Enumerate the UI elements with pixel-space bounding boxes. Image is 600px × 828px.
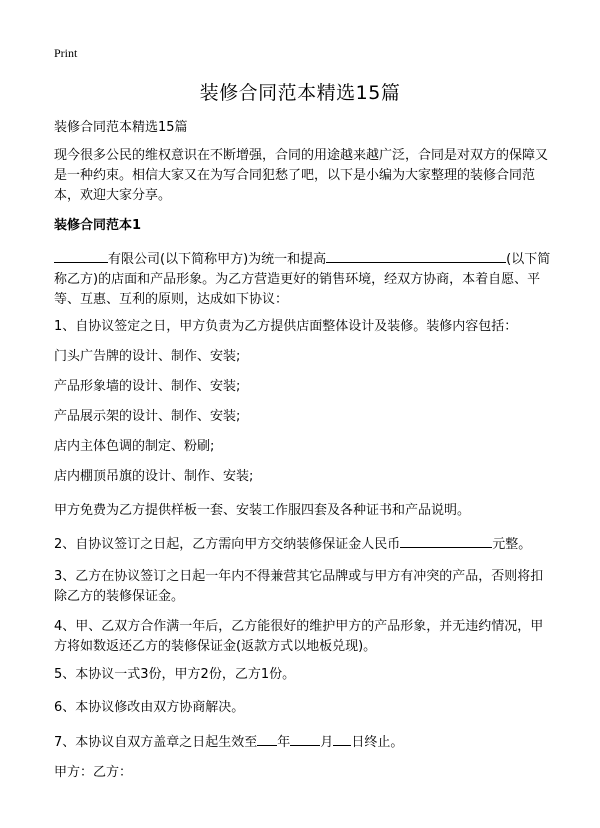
list-item: 店内棚顶吊旗的设计、制作、安装; bbox=[54, 469, 254, 484]
list-item: 店内主体色调的制定、粉刷; bbox=[54, 439, 215, 454]
clause-6: 6、本协议修改由双方协商解决。 bbox=[54, 700, 245, 715]
free-note: 甲方免费为乙方提供样板一套、安装工作服四套及各种证书和产品说明。 bbox=[54, 503, 471, 518]
party-b-text: (以下简称乙方)的店面和产品形象。为乙方营造更好的销售环境，经双方协商，本着自愿、平等、互惠、互利的原则，达成如下协议： bbox=[54, 252, 551, 307]
list-item: 产品形象墙的设计、制作、安装; bbox=[54, 379, 241, 394]
clause-2 bbox=[54, 533, 531, 555]
clause-2-text: 2、自协议签订之日起，乙方需向甲方交纳装修保证金人民币 bbox=[54, 537, 401, 552]
document-title: 装修合同范本精选15篇 bbox=[199, 82, 401, 104]
clause-5: 5、本协议一式3份，甲方2份，乙方1份。 bbox=[54, 667, 296, 682]
clause-7 bbox=[54, 731, 403, 753]
clause-7-month: 月 bbox=[320, 735, 334, 750]
party-paragraph bbox=[54, 248, 554, 310]
section-title: 装修合同范本1 bbox=[54, 218, 142, 233]
blank-year bbox=[257, 731, 277, 746]
blank-company-name bbox=[54, 248, 108, 263]
clause-4: 4、甲、乙双方合作满一年后，乙方能很好的维护甲方的产品形象，并无违约情况，甲方将如数返还乙方的装修保证金(返款方式以地板兑现)。 bbox=[54, 619, 544, 654]
list-item: 门头广告牌的设计、制作、安装; bbox=[54, 349, 241, 364]
print-label: Print bbox=[54, 46, 78, 60]
blank-amount bbox=[400, 533, 492, 548]
clause-3: 3、乙方在协议签订之日起一年内不得兼营其它品牌或与甲方有冲突的产品，否则将扣除乙方的装修保证金。 bbox=[54, 569, 544, 604]
clause-7-year: 年 bbox=[277, 735, 291, 750]
blank-month bbox=[290, 731, 320, 746]
party-a-text: 有限公司(以下简称甲方)为统一和提高 bbox=[108, 252, 327, 267]
intro-paragraph: 现今很多公民的维权意识在不断增强，合同的用途越来越广泛，合同是对双方的保障又是一种约束。相信大家又在为写合同犯愁了吧，以下是小编为大家整理的装修合同范本，欢迎大家分享。 bbox=[54, 148, 549, 203]
clause-2-end: 元整。 bbox=[492, 537, 532, 552]
document-subtitle: 装修合同范本精选15篇 bbox=[54, 120, 188, 135]
blank-brand-name bbox=[326, 248, 506, 263]
signature-line: 甲方：乙方： bbox=[54, 765, 133, 780]
clause-1: 1、自协议签定之日，甲方负责为乙方提供店面整体设计及装修。装修内容包括： bbox=[54, 319, 518, 334]
clause-7-text: 7、本协议自双方盖章之日起生效至 bbox=[54, 735, 258, 750]
list-item: 产品展示架的设计、制作、安装; bbox=[54, 409, 241, 424]
blank-day bbox=[333, 731, 351, 746]
clause-7-day: 日终止。 bbox=[351, 735, 404, 750]
